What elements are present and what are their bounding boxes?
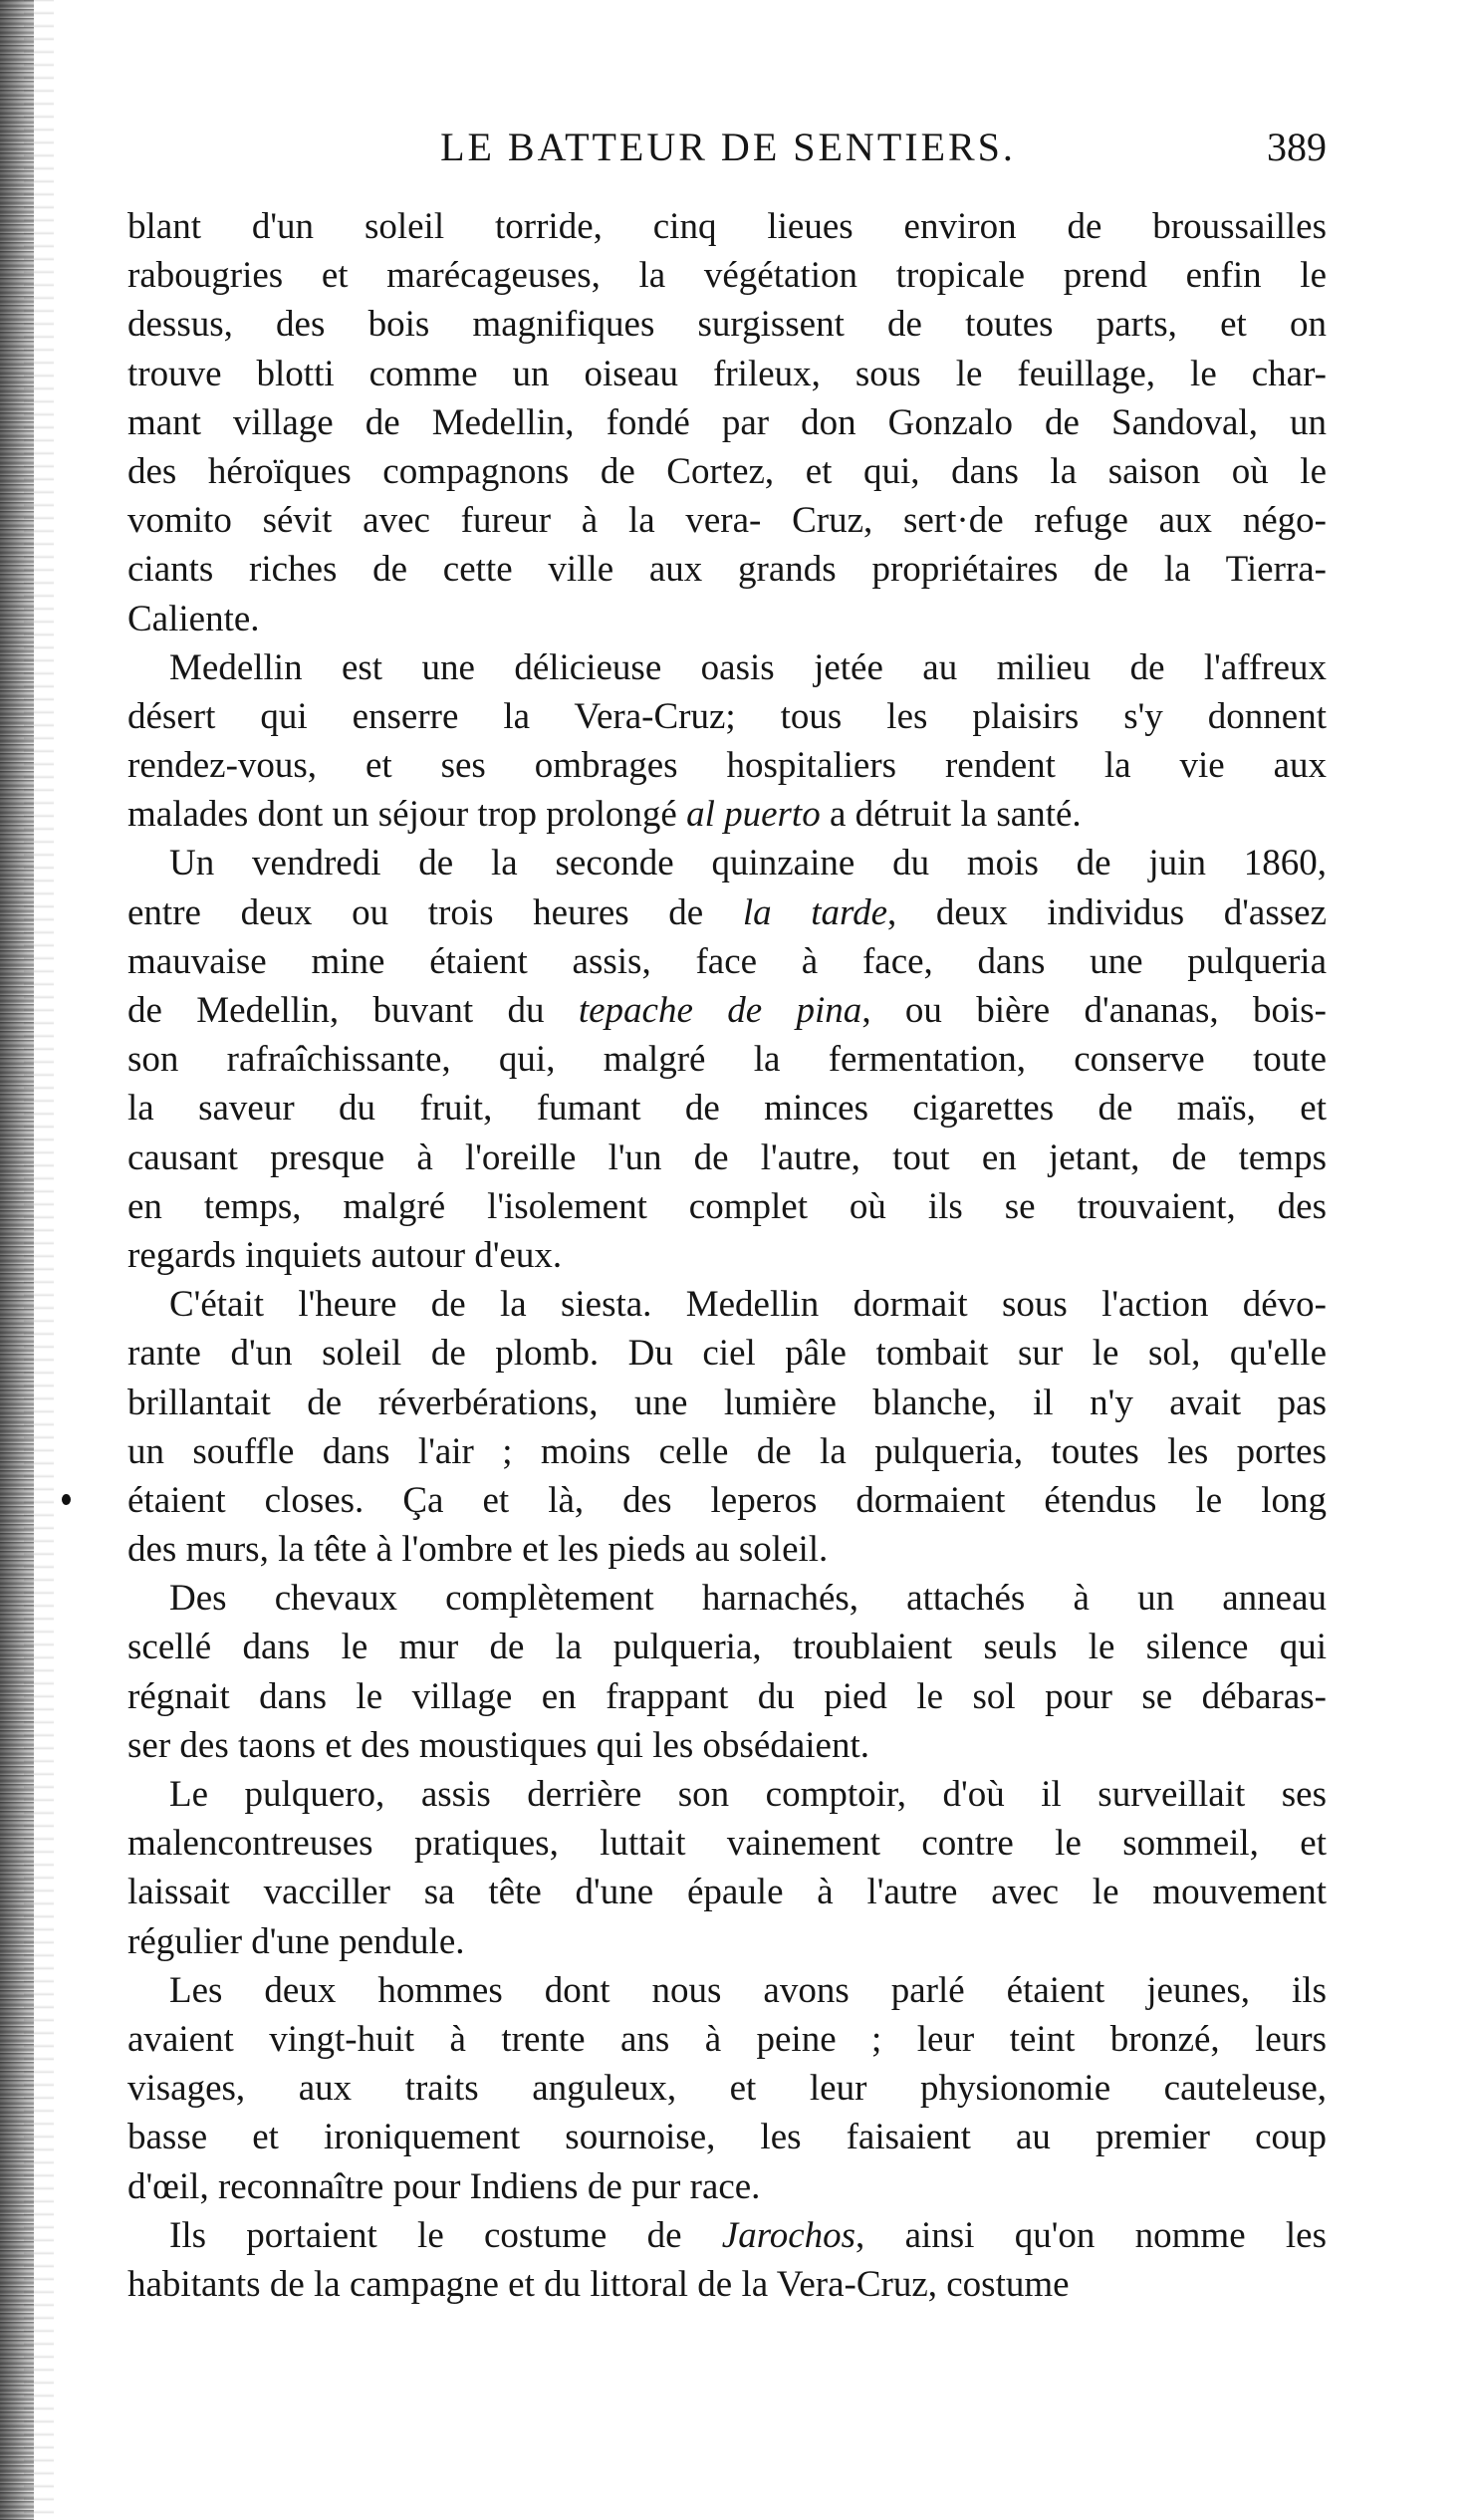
paragraph bbox=[127, 2211, 1327, 2309]
text-line: vomito sévit avec fureur à la vera- Cruz, sert·de refuge aux négo- bbox=[127, 500, 1327, 542]
text-line: rabougries et marécageuses, la végétation tropicale prend enfin le bbox=[127, 255, 1327, 297]
text-line: regards inquiets autour d'eux. bbox=[127, 1234, 563, 1276]
paragraph bbox=[127, 643, 1327, 840]
page-number: 389 bbox=[1267, 125, 1327, 169]
binding-speckle bbox=[24, 0, 54, 2520]
paragraph bbox=[127, 202, 1327, 643]
text-line: désert qui enserre la Vera-Cruz; tous les plaisirs s'y donnent bbox=[127, 695, 1327, 737]
paragraph bbox=[127, 1770, 1327, 1966]
text-line: Un vendredi de la seconde quinzaine du mois de juin 1860, bbox=[169, 843, 1327, 884]
text-line: scellé dans le mur de la pulqueria, troublaient seuls le silence qui bbox=[127, 1627, 1327, 1668]
text-line: son rafraîchissante, qui, malgré la fermentation, conserve toute bbox=[127, 1039, 1327, 1081]
text-line: rendez-vous, et ses ombrages hospitaliers rendent la vie aux bbox=[127, 745, 1327, 787]
text-line: Medellin est une délicieuse oasis jetée au milieu de l'affreux bbox=[169, 646, 1327, 688]
text-line: ser des taons et des moustiques qui les obsédaient. bbox=[127, 1724, 870, 1766]
text-line: Ils portaient le costume de Jarochos, ainsi qu'on nomme les bbox=[169, 2214, 1327, 2256]
page-header bbox=[129, 124, 1327, 183]
text-line: blant d'un soleil torride, cinq lieues environ de broussailles bbox=[127, 206, 1327, 247]
text-line: mauvaise mine étaient assis, face à face, dans une pulqueria bbox=[127, 940, 1327, 982]
paragraph bbox=[127, 1574, 1327, 1770]
text-line: des murs, la tête à l'ombre et les pieds au soleil. bbox=[127, 1529, 829, 1571]
text-line: d'œil, reconnaître pour Indiens de pur race. bbox=[127, 2165, 761, 2207]
text-line: de Medellin, buvant du tepache de pina, ou bière d'ananas, bois- bbox=[127, 990, 1327, 1031]
paragraph bbox=[127, 839, 1327, 1280]
text-line: Des chevaux complètement harnachés, attachés à un anneau bbox=[169, 1578, 1327, 1620]
text-line: malencontreuses pratiques, luttait vainement contre le sommeil, et bbox=[127, 1823, 1327, 1865]
text-line: Les deux hommes dont nous avons parlé étaient jeunes, ils bbox=[169, 1969, 1327, 2011]
text-line: brillantait de réverbérations, une lumière blanche, il n'y avait pas bbox=[127, 1382, 1327, 1423]
text-line: laissait vacciller sa tête d'une épaule à l'autre avec le mouvement bbox=[127, 1872, 1327, 1913]
text-line: étaient closes. Ça et là, des leperos dormaient étendus le long bbox=[127, 1479, 1327, 1521]
paragraph bbox=[127, 1280, 1327, 1574]
text-line: la saveur du fruit, fumant de minces cigarettes de maïs, et bbox=[127, 1088, 1327, 1130]
text-line: malades dont un séjour trop prolongé al puerto a détruit la santé. bbox=[127, 794, 1082, 836]
text-line: dessus, des bois magnifiques surgissent de toutes parts, et on bbox=[127, 304, 1327, 346]
text-line: régnait dans le village en frappant du pied le sol pour se débaras- bbox=[127, 1675, 1327, 1717]
text-line: un souffle dans l'air ; moins celle de la pulqueria, toutes les portes bbox=[127, 1430, 1327, 1472]
text-line: des héroïques compagnons de Cortez, et qui, dans la saison où le bbox=[127, 450, 1327, 492]
text-line: rante d'un soleil de plomb. Du ciel pâle tombait sur le sol, qu'elle bbox=[127, 1333, 1327, 1375]
text-line: C'était l'heure de la siesta. Medellin dormait sous l'action dévo- bbox=[169, 1284, 1327, 1326]
text-line: basse et ironiquement sournoise, les faisaient au premier coup bbox=[127, 2117, 1327, 2158]
text-line: causant presque à l'oreille l'un de l'autre, tout en jetant, de temps bbox=[127, 1136, 1327, 1178]
text-line: entre deux ou trois heures de la tarde, deux individus d'assez bbox=[127, 891, 1327, 933]
margin-mark bbox=[62, 1494, 71, 1505]
text-line: visages, aux traits anguleux, et leur physionomie cauteleuse, bbox=[127, 2068, 1327, 2110]
text-line: en temps, malgré l'isolement complet où ils se trouvaient, des bbox=[127, 1185, 1327, 1227]
text-line: Caliente. bbox=[127, 598, 260, 639]
body-text bbox=[127, 202, 1327, 2309]
paragraph bbox=[127, 1966, 1327, 2211]
text-line: habitants de la campagne et du littoral de la Vera-Cruz, costume bbox=[127, 2263, 1070, 2305]
text-line: régulier d'une pendule. bbox=[127, 1920, 465, 1962]
text-line: trouve blotti comme un oiseau frileux, sous le feuillage, le char- bbox=[127, 353, 1327, 394]
text-line: ciants riches de cette ville aux grands propriétaires de la Tierra- bbox=[127, 549, 1327, 591]
text-line: avaient vingt-huit à trente ans à peine ; leur teint bronzé, leurs bbox=[127, 2018, 1327, 2060]
running-title: LE BATTEUR DE SENTIERS. bbox=[440, 125, 1016, 169]
text-line: Le pulquero, assis derrière son comptoir, d'où il surveillait ses bbox=[169, 1774, 1327, 1815]
text-line: mant village de Medellin, fondé par don Gonzalo de Sandoval, un bbox=[127, 401, 1327, 443]
